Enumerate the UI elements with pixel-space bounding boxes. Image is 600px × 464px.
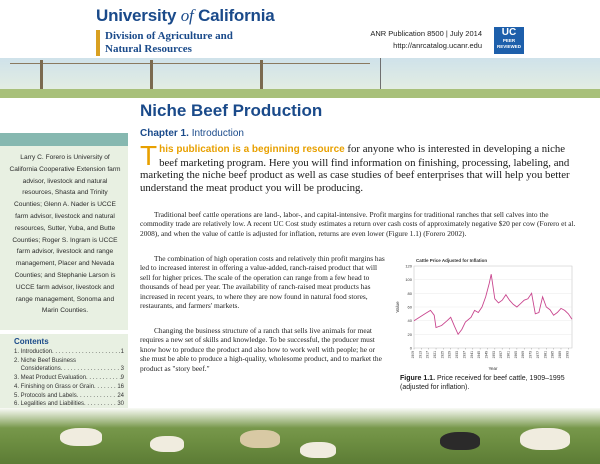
chapter-heading (140, 128, 244, 139)
badge-uc: UC (501, 27, 517, 38)
y-tick-label: 100 (405, 277, 412, 283)
intro-paragraph (140, 140, 580, 194)
toc-item-page: 30 (117, 401, 124, 408)
figure-caption (400, 374, 580, 392)
x-tick-label: 1929 (447, 351, 452, 359)
body-paragraph: Changing the business structure of a ranch that sells live animals for meat requires a new set of skills and knowledge. To be successful, the producer must know how to produce the product and also how to work well with people; he or she must be able to produce a high-quality, wholesome product, and to market the product as "story beef." (140, 326, 382, 373)
publication-info (370, 28, 482, 52)
figure-caption-text: Price received for beef cattle, 1909–1995 (adjusted for inflation). (400, 375, 565, 391)
y-tick-label: 20 (407, 331, 412, 337)
x-tick-label: 1941 (469, 351, 474, 359)
page-title: Niche Beef Production (140, 101, 323, 120)
header-grass (0, 89, 600, 98)
y-tick-label: 120 (405, 263, 412, 269)
body-paragraph: The combination of high operation costs and relatively thin profit margins has led to increased interest in offering a value-added, ranch-raised product that will sell for higher prices. The scale of the operation can range from a few head to thousands of head per year. The availability of ranch-raised meat products has increased in recent years, to where they are now found in natural food stores, restaurants, and farmers' markets. (140, 254, 385, 311)
cattle-price-chart (392, 252, 578, 372)
toc-item-label: 4. Finishing on Grass or Grain (14, 383, 95, 390)
header-photo-fence (0, 58, 600, 98)
x-tick-label: 1985 (550, 351, 555, 359)
x-tick-label: 1977 (535, 351, 540, 359)
toc-item-label: 1. Introduction (14, 349, 53, 355)
toc-leader-dots (77, 392, 118, 401)
x-tick-label: 1981 (543, 351, 548, 359)
photo-fade (0, 408, 600, 428)
x-tick-label: 1917 (425, 351, 430, 359)
catalog-url[interactable]: http://anrcatalog.ucanr.edu (393, 41, 482, 50)
x-tick-label: 1969 (521, 351, 526, 359)
toc-item[interactable] (14, 348, 124, 357)
division-name: Division of Agriculture and Natural Resources (105, 30, 233, 55)
cow (150, 436, 184, 452)
toc-leader-dots (52, 348, 121, 357)
x-tick-label: 1945 (477, 351, 482, 359)
x-tick-label: 1993 (565, 351, 570, 359)
contents-title: Contents (14, 337, 49, 346)
toc-leader-dots (86, 374, 121, 383)
toc-item-label: 3. Meat Product Evaluation (14, 375, 87, 382)
x-tick-label: 1965 (513, 351, 518, 359)
x-tick-label: 1953 (491, 351, 496, 359)
peer-reviewed-badge (494, 27, 524, 54)
logo-accent-bar (96, 30, 100, 56)
chart-svg (392, 252, 578, 372)
toc-item-label: 2. Niche Beef Business (14, 357, 77, 364)
cattle-pasture-photo (0, 408, 600, 464)
badge-peer: PEER (502, 38, 516, 43)
publication-number: ANR Publication 8500 | July 2014 (370, 29, 482, 38)
toc-item[interactable] (14, 383, 124, 392)
x-tick-label: 1921 (433, 351, 438, 359)
figure-number: Figure 1.1. (400, 375, 436, 382)
chart-title: Cattle Price Adjusted for Inflation (416, 258, 488, 263)
author-bio: Larry C. Forero is University of California Cooperative Extension farm advisor, livestock and natural resources, Shasta and Trinity Counties; Glenn A. Nader is UCCE farm advisor, livestock and natural resources, Sutter, Yuba, and Butte Counties; Roger S. Ingram is UCCE farm advisor, livestock and range management, Placer and Nevada Counties; and Stephanie Larson is UCCE farm advisor, livestock and range management, Sonoma and Marin Counties. (0, 146, 128, 330)
university-name: University of California (96, 6, 275, 25)
toc-item-page: 1 (120, 349, 124, 355)
toc-item-label: 5. Protocols and Labels (14, 392, 77, 399)
toc-item-page: 16 (117, 383, 124, 390)
intro-text: for anyone who is interested in developing a niche beef marketing program. Here you will find information on finishing, processing, labeling, and marketing the niche beef product as well as case studies of beef enterprises that will help you better understand the meat product you will be producing. (140, 143, 570, 194)
chapter-number: Chapter 1. (140, 128, 189, 139)
y-tick-label: 0 (409, 345, 412, 351)
toc-leader-dots (94, 383, 117, 392)
x-tick-label: 1989 (557, 351, 562, 359)
x-tick-label: 1933 (455, 351, 460, 359)
x-tick-label: 1913 (418, 351, 423, 359)
toc-item[interactable] (14, 365, 124, 374)
sidebar-accent (0, 133, 128, 146)
cow (520, 428, 570, 450)
x-tick-label: 1973 (528, 351, 533, 359)
body-paragraph: Traditional beef cattle operations are land-, labor-, and capital-intensive. Profit margins for traditional ranches that sell calves into the commodity trade are relatively low. A recent UC Cost study estimates a return over cash costs of approximately negative $20 per cow (Forero et al. 2008), and when the value of cattle is adjusted for inflation, returns are even lower (Figure 1.1) (Forero 2002). (140, 210, 576, 238)
intro-lead: his publication is a beginning resource (159, 144, 345, 155)
toc-item[interactable] (14, 374, 124, 383)
uc-logo (96, 6, 275, 58)
toc-item-page: 3 (120, 366, 124, 373)
x-tick-label: 1925 (440, 351, 445, 359)
x-tick-label: 1937 (462, 351, 467, 359)
y-tick-label: 40 (407, 318, 412, 324)
x-axis-label: Year (488, 366, 498, 371)
x-tick-label: 1949 (484, 351, 489, 359)
cow (240, 430, 280, 448)
badge-reviewed: REVIEWED (496, 44, 521, 49)
chapter-title: Introduction (191, 128, 244, 139)
y-tick-label: 60 (407, 304, 412, 310)
y-axis-label: Value (395, 301, 400, 313)
toc-leader-dots (61, 365, 121, 374)
cow (300, 442, 336, 458)
toc-item-page: 9 (120, 375, 124, 382)
cow (440, 432, 480, 450)
drop-cap: T (140, 140, 158, 171)
x-tick-label: 1961 (506, 351, 511, 359)
x-tick-label: 1957 (499, 351, 504, 359)
toc-item[interactable] (14, 357, 124, 366)
toc-item-label: Considerations (14, 366, 61, 373)
y-tick-label: 80 (407, 290, 412, 296)
toc-item-page: 24 (117, 392, 124, 399)
x-tick-label: 1909 (411, 351, 415, 359)
toc-item[interactable] (14, 392, 124, 401)
cow (60, 428, 102, 446)
toc-item-label: 6. Legalities and Liabilities (14, 401, 85, 408)
